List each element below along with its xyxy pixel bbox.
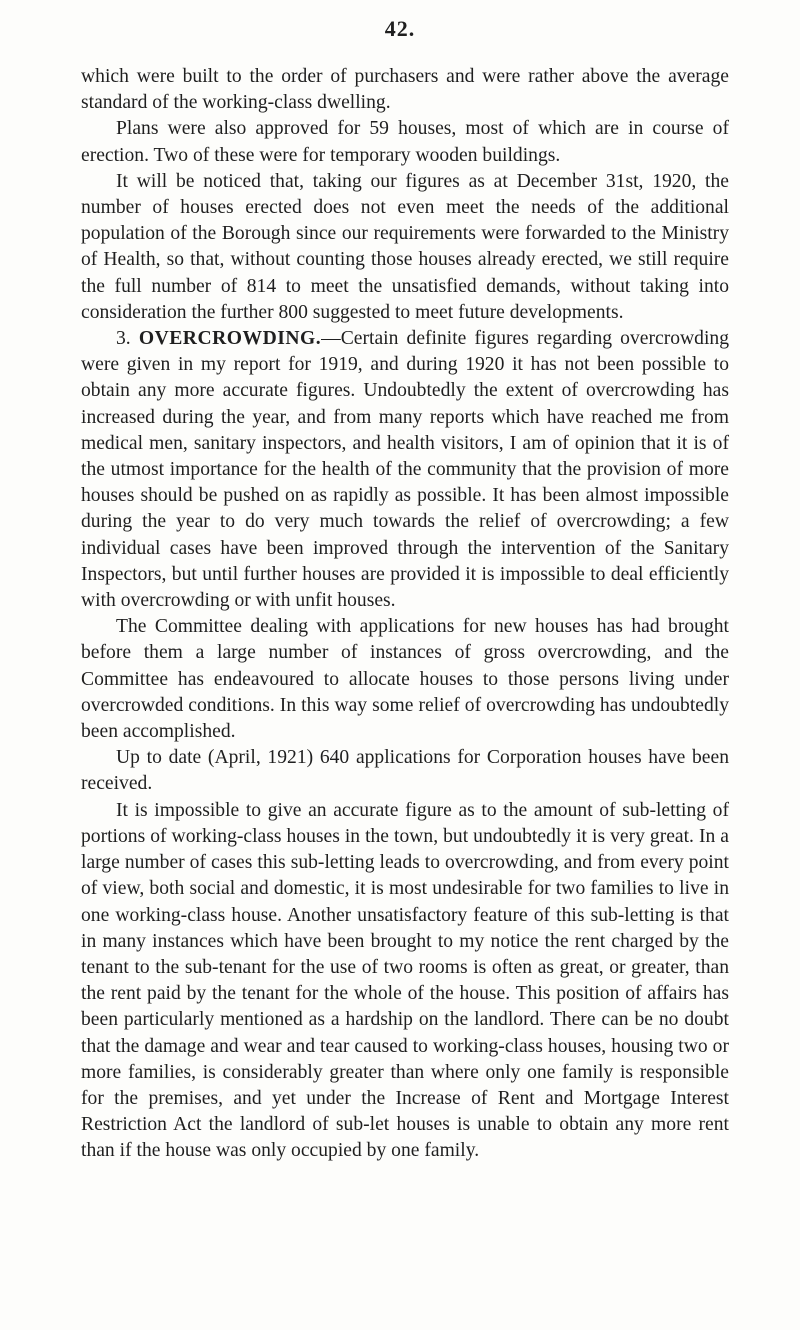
body-text — [81, 64, 729, 1165]
paragraph-plans-approved: Plans were also approved for 59 houses, most of which are in course of erection. Two of these were for temporary wooden buildings. — [81, 118, 729, 166]
paragraph-continuation: which were built to the order of purchasers and were rather above the average standard of the working-class dwelling. — [81, 66, 729, 114]
section-text: —Certain definite figures regarding overcrowding were given in my report for 1919, and during 1920 it has not been possible to obtain any more accurate figures. Undoubtedly the extent of overcrowding has increased during the year, and from many reports which have reached me from medical men, sanitary inspectors, and health visitors, I am of opinion that it is of the utmost importance for the health of the community that the provision of more houses should be pushed on as rapidly as possible. It has been almost impossible during the year to do very much towards the relief of overcrowding; a few individual cases have been improved through the intervention of the Sanitary Inspectors, but until further houses are provided it is impossible to deal efficiently with overcrowding or with unfit houses. — [81, 328, 729, 612]
section-heading: OVERCROWDING. — [138, 328, 322, 350]
section-number: 3. — [116, 328, 131, 350]
paragraph-houses-erected: It will be noticed that, taking our figures as at December 31st, 1920, the number of houses erected does not even meet the needs of the additional population of the Borough since our requirements were forwarded to the Ministry of Health, so that, without counting those houses already erected, we still require the full number of 814 to meet the unsatisfied demands, without taking into consideration the further 800 suggested to meet future developments. — [81, 170, 729, 323]
page-number: 42. — [384, 16, 416, 41]
paragraph-applications: Up to date (April, 1921) 640 applications for Corporation houses have been received. — [81, 747, 729, 795]
paragraph-overcrowding — [81, 326, 729, 614]
paragraph-committee: The Committee dealing with applications for new houses has had brought before them a large number of instances of gross overcrowding, and the Committee has endeavoured to allocate houses to those persons living under overcrowded conditions. In this way some relief of overcrowding has undoubtedly been accomplished. — [81, 616, 729, 743]
paragraph-sub-letting: It is impossible to give an accurate figure as to the amount of sub-letting of portions of working-class houses in the town, but undoubtedly it is very great. In a large number of cases this sub-letting leads to overcrowding, and from every point of view, both social and domestic, it is most undesirable for two families to live in one working-class house. Another unsatisfactory feature of this sub-letting is that in many instances which have been brought to my notice the rent charged by the tenant to the sub-tenant for the use of two rooms is often as great, or greater, than the rent paid by the tenant for the whole of the house. This position of affairs has been particularly mentioned as a hardship on the landlord. There can be no doubt that the damage and wear and tear caused to working-class houses, housing two or more families, is considerably greater than where only one family is responsible for the premises, and yet under the Increase of Rent and Mortgage Interest Restriction Act the landlord of sub-let houses is unable to obtain any more rent than if the house was only occupied by one family. — [81, 799, 729, 1162]
